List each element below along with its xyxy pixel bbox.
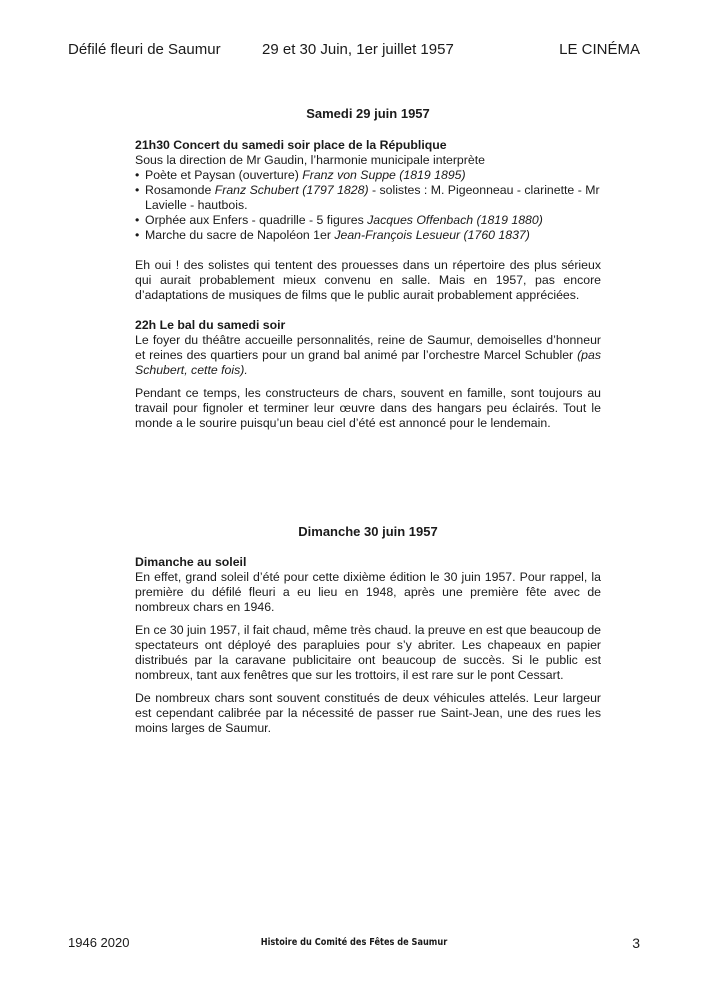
header-center: 29 et 30 Juin, 1er juillet 1957 [262, 41, 454, 58]
sunday-title: Dimanche 30 juin 1957 [298, 524, 438, 539]
saturday-concert [135, 138, 601, 431]
header-right: LE CINÉMA [559, 41, 640, 58]
page-number: 3 [632, 935, 640, 951]
sunday-p3: De nombreux chars sont souvent constitués de deux véhicules attelés. Leur largeur est cependant calibrée par la nécessité de passer rue Saint-Jean, une des rues les moins larges de Saumur. [135, 691, 601, 735]
sunday-p1: En effet, grand soleil d’été pour cette dixième édition le 30 juin 1957. Pour rappel, la première du défilé fleuri a eu lieu en 1948, après une première fête avec de nombreux chars en 1946. [135, 570, 601, 614]
footer-title: Histoire du Comité des Fêtes de Saumur [260, 937, 448, 948]
page-header [0, 41, 708, 61]
footer-years: 1946 2020 [68, 935, 130, 950]
concert-program-list [135, 168, 601, 243]
ball-heading: 22h Le bal du samedi soir [135, 318, 286, 332]
ball-text: Le foyer du théâtre accueille personnalités, reine de Saumur, demoiselles d’honneur et reines des quartiers pour un grand bal animé par l’orchestre Marcel Schubler (pas Schubert, cette fois). [135, 333, 601, 377]
header-left: Défilé fleuri de Saumur [68, 41, 221, 58]
program-item: • Poète et Paysan (ouverture) Franz von Suppe (1819 1895) [135, 168, 601, 183]
ball-para2: Pendant ce temps, les constructeurs de chars, souvent en famille, sont toujours au travail pour fignoler et terminer leur œuvre dans des hangars peu éclairés. Tout le monde a le sourire puisqu’un beau ciel d’été est annoncé pour le lendemain. [135, 386, 601, 430]
program-item: • Orphée aux Enfers - quadrille - 5 figures Jacques Offenbach (1819 1880) [135, 213, 601, 228]
concert-heading: 21h30 Concert du samedi soir place de la République [135, 138, 447, 152]
concert-intro: Sous la direction de Mr Gaudin, l’harmonie municipale interprète [135, 153, 485, 167]
sunday-p2: En ce 30 juin 1957, il fait chaud, même très chaud. la preuve en est que beaucoup de spectateurs ont déployé des parapluies pour s’y abriter. Les chapeaux en papier distribués par la caravane publicitaire ont beaucoup de succès. Si le public est nombreux, tant aux fenêtres que sur les trottoirs, il est rare sur le pont Cessart. [135, 623, 601, 682]
program-item: • Rosamonde Franz Schubert (1797 1828) - solistes : M. Pigeonneau - clarinette - Mr Lavielle - hautbois. [135, 183, 601, 213]
concert-comment: Eh oui ! des solistes qui tentent des prouesses dans un répertoire des plus sérieux qui aurait probablement mieux convenu en salle. Mais en 1957, pas encore d’adaptations de musiques de films que le public aurait probablement appréciées. [135, 258, 601, 302]
sunday-section [135, 555, 601, 736]
saturday-title: Samedi 29 juin 1957 [306, 106, 430, 121]
sunday-heading: Dimanche au soleil [135, 555, 247, 569]
program-item: • Marche du sacre de Napoléon 1er Jean-François Lesueur (1760 1837) [135, 228, 601, 243]
page-footer [0, 935, 708, 955]
